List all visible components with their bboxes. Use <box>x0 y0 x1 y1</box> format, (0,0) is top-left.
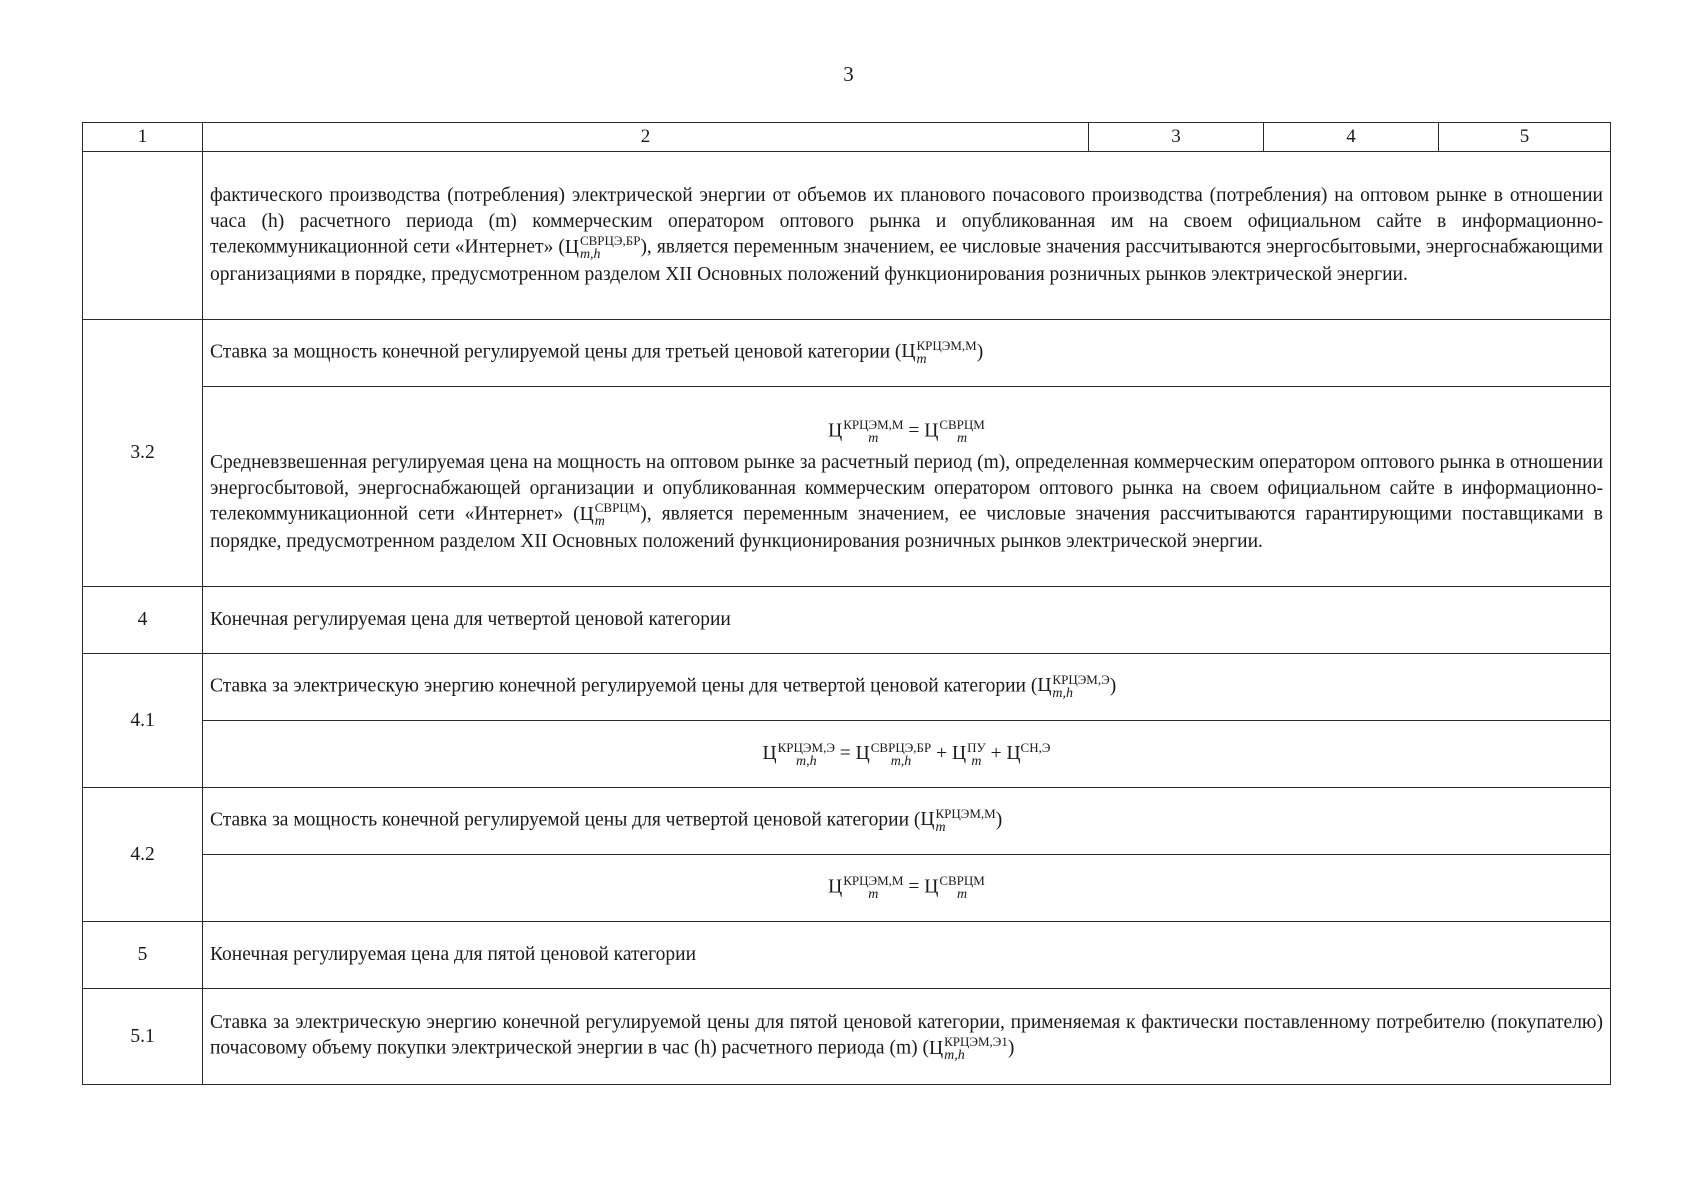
table-row <box>83 922 1611 989</box>
header-cell: 4 <box>1264 123 1439 152</box>
header-cell: 1 <box>83 123 203 152</box>
row-number: 4.1 <box>83 654 203 788</box>
table-row <box>83 152 1611 320</box>
row-number: 3.2 <box>83 320 203 587</box>
row-title: Ставка за электрическую энергию конечной регулируемой цены для пятой ценовой категории, применяемая к фактически поставленному потребителю (покупателю) почасовому объему покупки электрической энергии в час (h) расчетного периода (m) (Ц КРЦЭМ,Э1 m,h ) <box>203 989 1611 1085</box>
table-row <box>83 989 1611 1085</box>
row-title: Конечная регулируемая цена для четвертой ценовой категории <box>203 587 1611 654</box>
row-number-cell <box>83 152 203 320</box>
header-cell: 2 <box>203 123 1089 152</box>
row-number: 5 <box>83 922 203 989</box>
row-title: Ставка за электрическую энергию конечной регулируемой цены для четвертой ценовой категории (Ц КРЦЭМ,Э m,h ) <box>203 654 1611 721</box>
table-row <box>83 654 1611 721</box>
continuation-text: фактического производства (потребления) электрической энергии от объемов их планового почасового производства (потребления) на оптовом рынке в отношении часа (h) расчетного периода (m) коммерческим оператором оптового рынка и опубликованная им на своем официальном сайте в информационно-телекоммуникационной сети «Интернет» (Ц СВРЦЭ,БР m,h ), является переменным значением, ее числовые значения рассчитываются энергосбытовыми, энергоснабжающими организациями в порядке, предусмотренном разделом XII Основных положений функционирования розничных рынков электрической энергии. <box>203 152 1611 320</box>
row-title: Ставка за мощность конечной регулируемой цены для четвертой ценовой категории (Ц КРЦЭМ,М m ) <box>203 788 1611 855</box>
formula: Ц КРЦЭМ,Э m,h = Ц СВРЦЭ,БР m,h + Ц ПУ m + $Ц^{СН,Э}$ <box>203 721 1611 788</box>
formula-description-cell <box>203 387 1611 587</box>
row-title: Ставка за мощность конечной регулируемой цены для третьей ценовой категории (Ц КРЦЭМ,М m ) <box>203 320 1611 387</box>
table-row <box>83 788 1611 855</box>
tariff-table <box>82 122 1611 1085</box>
table-header-row <box>83 123 1611 152</box>
price-symbol: Ц СВРЦЭ,БР m,h <box>564 233 641 263</box>
row-number: 4.2 <box>83 788 203 922</box>
formula: Ц КРЦЭМ,М m = Ц СВРЦМ m <box>828 416 985 446</box>
table-row <box>83 587 1611 654</box>
row-number: 4 <box>83 587 203 654</box>
formula: Ц КРЦЭМ,М m = Ц СВРЦМ m <box>203 855 1611 922</box>
table-row <box>83 721 1611 788</box>
table-row <box>83 387 1611 587</box>
row-number: 5.1 <box>83 989 203 1085</box>
row-title: Конечная регулируемая цена для пятой ценовой категории <box>203 922 1611 989</box>
description: Средневзвешенная регулируемая цена на мощность на оптовом рынке за расчетный период (m), определенная коммерческим оператором оптового рынка в отношении энергосбытовой, энергоснабжающей организации и опубликованная коммерческим оператором оптового рынка на своем официальном сайте в информационно-телекоммуникационной сети «Интернет» (Ц СВРЦМ m ), является переменным значением, ее числовые значения рассчитываются гарантирующими поставщиками в порядке, предусмотренном разделом XII Основных положений функционирования розничных рынков электрической энергии. <box>210 451 1603 553</box>
page-number: 3 <box>843 62 854 86</box>
header-cell: 3 <box>1089 123 1264 152</box>
header-cell: 5 <box>1439 123 1611 152</box>
table-row <box>83 855 1611 922</box>
table-row <box>83 320 1611 387</box>
